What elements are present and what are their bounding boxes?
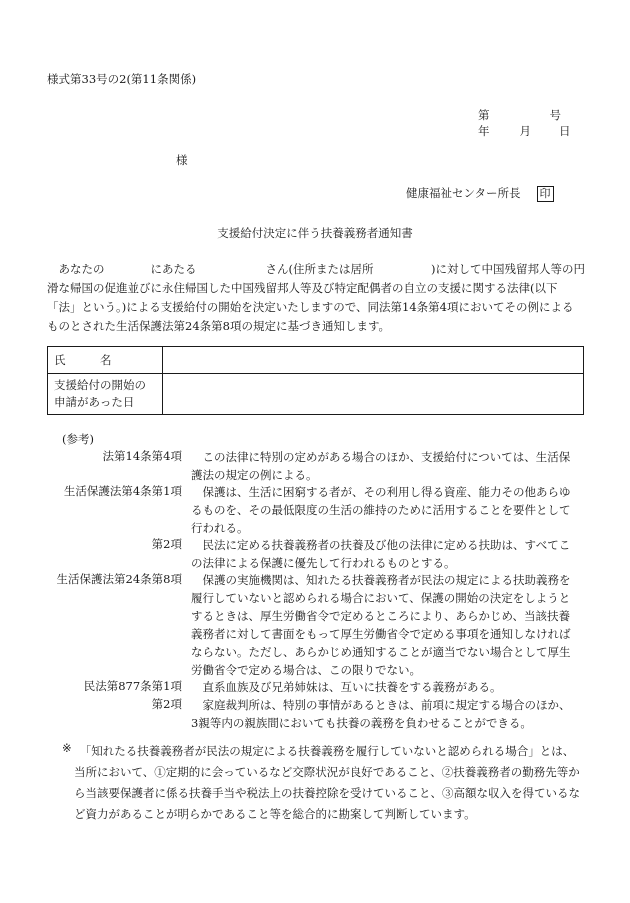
reference-text — [191, 696, 586, 732]
reference-text — [191, 448, 586, 484]
issue-number — [478, 107, 561, 123]
reference-text — [191, 483, 586, 537]
reference-line: 履行していないと認められる場合において、保護の開始の決定をしようと — [191, 591, 571, 605]
note-line: ど資力があることが明らかであること等を総合的に勘案して判断しています。 — [74, 807, 476, 821]
sender — [406, 185, 554, 202]
application-date-value-field[interactable] — [163, 374, 584, 415]
application-date-label-line: 申請があった日 — [54, 395, 135, 409]
reference-line: るものを、その最低限度の生活の維持のために活用することを要件として — [191, 503, 571, 517]
reference-line: 護法の規定の例による。 — [191, 468, 318, 482]
issue-number-prefix: 第 — [478, 108, 490, 122]
reference-label: 生活保護法第24条第8項 — [56, 572, 182, 586]
reference-line: 家庭裁判所は、特別の事情があるときは、前項に規定する場合のほか、 — [191, 698, 571, 712]
issue-date-year: 年 — [478, 124, 490, 138]
name-label: 氏 名 — [48, 347, 163, 374]
recipient-honorific: 様 — [176, 153, 188, 167]
reference-label: 第2項 — [151, 537, 182, 551]
intro-line: ものとされた生活保護法第24条第8項の規定に基づき通知します。 — [47, 319, 391, 333]
seal-stamp: 印 — [537, 186, 554, 202]
reference-line: 保護は、生活に困窮する者が、その利用し得る資産、能力その他あらゆ — [191, 485, 571, 499]
table-row-application-date — [48, 374, 584, 415]
reference-label: 第2項 — [151, 697, 182, 711]
reference-line: の法律による保護に優先して行われるものとする。 — [191, 556, 456, 570]
reference-label: 民法第877条第1項 — [83, 679, 182, 693]
issue-date-month: 月 — [519, 124, 531, 138]
note-line: ら当該要保護者に係る扶養手当や税法上の扶養控除を受けていること、③高額な収入を得ているな — [74, 786, 580, 800]
reference-line: 義務者に対して書面をもって厚生労働省令で定める事項を通知しなければ — [191, 627, 571, 641]
application-date-label — [48, 374, 163, 415]
note-line: 「知れたる扶養義務者が民法の規定による扶養義務を履行していないと認められる場合」とは、 — [74, 744, 575, 758]
intro-paragraph — [47, 260, 587, 336]
note-mark: ※ — [62, 741, 72, 755]
reference-line: 保護の実施機関は、知れたる扶養義務者が民法の規定による扶助義務を — [191, 573, 571, 587]
reference-line: 直系血族及び兄弟姉妹は、互いに扶養をする義務がある。 — [191, 680, 502, 694]
reference-line: この法律に特別の定めがある場合のほか、支援給付については、生活保 — [191, 450, 571, 464]
intro-line: 「法」という。)による支援給付の開始を決定いたしますので、同法第14条第4項においてその例による — [47, 300, 574, 314]
issue-date — [478, 123, 571, 139]
document-title: 支援給付決定に伴う扶養義務者通知書 — [217, 226, 413, 240]
reference-line: 労働省令で定める場合は、この限りでない。 — [191, 663, 421, 677]
reference-line: するときは、厚生労働省令で定めるところにより、あらかじめ、当該扶養 — [191, 609, 571, 623]
reference-text — [191, 678, 586, 696]
reference-line: 3親等内の親族間においても扶養の義務を負わせることができる。 — [191, 716, 532, 730]
reference-line: 民法に定める扶養義務者の扶養及び他の法律に定める扶助は、すべてこ — [191, 538, 571, 552]
info-table — [47, 346, 584, 415]
note-body — [74, 741, 580, 825]
reference-text — [191, 536, 586, 572]
table-row-name — [48, 347, 584, 374]
reference-label: 生活保護法第4条第1項 — [63, 484, 182, 498]
reference-label: 法第14条第4項 — [102, 449, 182, 463]
application-date-label-line: 支援給付の開始の — [54, 378, 146, 392]
sender-name: 健康福祉センター所長 — [406, 186, 521, 200]
intro-line: 滑な帰国の促進並びに永住帰国した中国残留邦人等及び特定配偶者の自立の支援に関する法律(以下 — [47, 281, 558, 295]
issue-date-day: 日 — [559, 124, 571, 138]
note-line: 当所において、①定期的に会っているなど交際状況が良好であること、②扶養義務者の勤務先等か — [74, 765, 580, 779]
reference-text — [191, 571, 586, 679]
name-value-field[interactable] — [163, 347, 584, 374]
intro-line: あなたの にあたる さん(住所または居所 )に対して中国残留邦人等の円 — [47, 262, 585, 276]
issue-number-suffix: 号 — [549, 108, 561, 122]
form-number: 様式第33号の2(第11条関係) — [47, 72, 197, 86]
reference-heading: (参考) — [62, 432, 94, 446]
reference-line: 行われる。 — [191, 521, 249, 535]
reference-line: ならない。ただし、あらかじめ通知することが適当でない場合として厚生 — [191, 645, 571, 659]
